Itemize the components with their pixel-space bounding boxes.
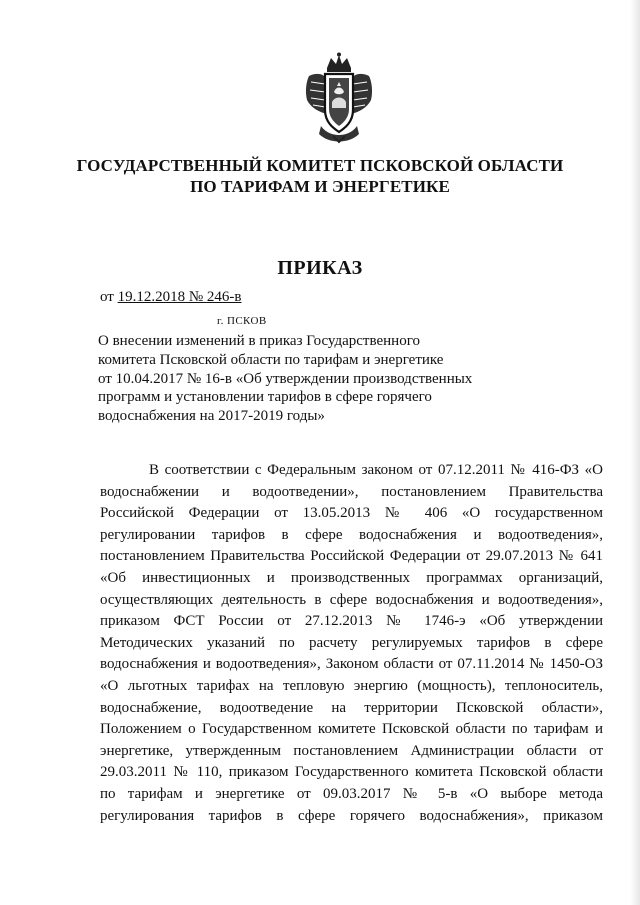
order-date-number: [100, 289, 242, 306]
city-label: г. ПСКОВ: [217, 315, 267, 327]
body-line: регулирования тарифов в сфере горячего водоснабжения», приказом: [100, 807, 603, 824]
authority-name-line1: ГОСУДАРСТВЕННЫЙ КОМИТЕТ ПСКОВСКОЙ ОБЛАСТИ: [76, 156, 564, 175]
subject-line: от 10.04.2017 № 16-в «Об утверждении производственных: [98, 370, 473, 387]
body-line: энергетике, утвержденным постановлением Администрации области от: [100, 742, 603, 759]
body-line: осуществляющих деятельность в сфере водоснабжения и водоотведения»,: [100, 591, 603, 608]
body-line: регулировании тарифов в сфере водоснабжения и водоотведения»,: [100, 526, 603, 543]
body-line: постановлением Правительства Российской Федерации от 29.07.2013 № 641: [100, 548, 603, 565]
body-line: водоснабжении и водоотведении», постановлением Правительства: [100, 483, 603, 500]
subject-line: комитета Псковской области по тарифам и энергетике: [98, 351, 444, 368]
authority-name-line2: ПО ТАРИФАМ И ЭНЕРГЕТИКЕ: [190, 177, 450, 196]
order-body-text: [100, 460, 603, 827]
order-subject: [98, 332, 498, 426]
order-number: 246-в: [206, 289, 242, 305]
body-line: Российской Федерации от 13.05.2013 № 406 «О государственном: [100, 505, 603, 522]
body-line: 29.03.2011 № 110, приказом Государственного комитета Псковской области: [100, 764, 603, 781]
subject-line: водоснабжения на 2017-2019 годы»: [98, 408, 325, 425]
body-line: водоснабжение, водоотведение на территории Псковской области»,: [100, 699, 603, 716]
body-line: «О льготных тарифах на тепловую энергию (мощность), теплоноситель,: [100, 677, 603, 694]
body-line: Методических указаний по расчету регулируемых тарифов в сфере: [100, 634, 603, 651]
document-type-heading: ПРИКАЗ: [277, 257, 363, 279]
body-line: по тарифам и энергетике от 09.03.2017 № 5-в «О выборе метода: [100, 785, 603, 802]
body-line: В соответствии с Федеральным законом от 07.12.2011 № 416-ФЗ «О: [149, 462, 603, 478]
body-line: приказом ФСТ России от 27.12.2013 № 1746-э «Об утверждении: [100, 613, 603, 630]
body-line: водоснабжения и водоотведения», Законом области от 07.11.2014 № 1450-ОЗ: [100, 656, 603, 673]
number-separator: №: [185, 289, 207, 305]
body-line: Положением о Государственном комитете Псковской области по тарифам и: [100, 721, 603, 738]
subject-line: программ и установлении тарифов в сфере горячего: [98, 389, 432, 406]
order-date: 19.12.2018: [117, 289, 186, 305]
coat-of-arms-emblem: [303, 52, 375, 144]
subject-line: О внесении изменений в приказ Государственного: [98, 333, 420, 349]
body-line: «Об инвестиционных и производственных программах организаций,: [100, 569, 603, 586]
order-date-underlined: [118, 289, 242, 305]
from-prefix: от: [100, 289, 118, 305]
scan-edge-shadow: [630, 0, 640, 905]
